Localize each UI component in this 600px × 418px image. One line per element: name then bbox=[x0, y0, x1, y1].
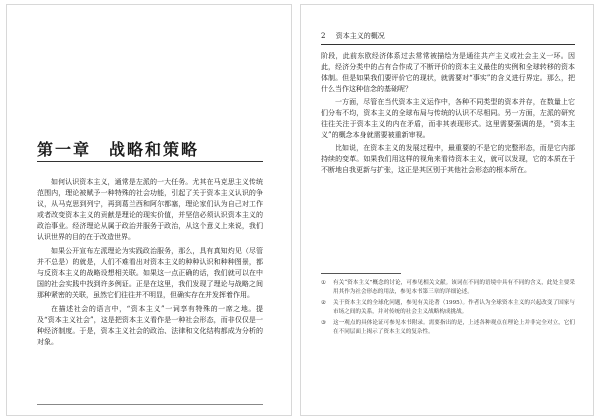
footnote-mark: ② bbox=[321, 300, 327, 307]
footnote bbox=[321, 299, 575, 316]
title-rule bbox=[37, 161, 263, 162]
paragraph: 比如说，在资本主义的发展过程中，最重要的不是它的完整形态，而是它内部持续的变革。如果我们用这样的视角来看待资本主义，就可以发现，它的本质在于不断地自我更新与扩张，这正是其区别于其他社会形态的根本所在。 bbox=[321, 144, 575, 174]
right-body-text bbox=[321, 51, 575, 178]
footer-rule bbox=[37, 404, 263, 405]
footnotes bbox=[321, 279, 575, 340]
paragraph: 阶段，此前东欧经济体系过去常常被描绘为是通往共产主义或社会主义一环。因此，经济分类中的占有合作成了不断评价的资本主义最佳的实例和全球转移的资本体制。但是如果我们要评价它的现状，就需要对“事实”的含义进行界定。那么，把什么当作这种信念的基础呢？ bbox=[321, 52, 575, 93]
footnote-text: 关于资本主义的全球化问题，参见有关论著（1995）。作者认为全球资本主义的兴起改变了国家与市场之间的关系，并对传统的社会主义战略构成挑战。 bbox=[333, 300, 575, 315]
footnote-rule bbox=[321, 273, 401, 274]
running-head-title: 资本主义的概况 bbox=[335, 32, 385, 40]
footnote bbox=[321, 319, 575, 336]
footnote bbox=[321, 279, 575, 296]
footnote-text: 这一观点的具体论证可参见本书附录。需要指出的是，上述各种观点在理论上并非完全对立，它们在不同层面上揭示了资本主义的复杂性。 bbox=[333, 320, 575, 335]
chapter-title: 第一章 战略和策略 bbox=[37, 140, 200, 159]
paragraph: 在描述社会的语言中，“资本主义”一词享有特殊的一席之地。提及“资本主义社会”，这是把资本主义看作是一种社会形态，而非仅仅是一种经济制度。于是，资本主义社会的政治、法律和文化结构都成为分析的对象。 bbox=[37, 305, 263, 346]
footnote-text: 有关“资本主义”概念的讨论，可参见相关文献。该词在不同的语境中具有不同的含义，此处主要采用其作为社会形态的用法，参见本书第三章的详细论述。 bbox=[333, 280, 575, 295]
footnote-mark: ① bbox=[321, 280, 327, 286]
paragraph: 一方面，尽管在当代资本主义运作中，各种不同类型的资本并存，在数量上它们分布不均，资本主义的全球布局与传统的认识不尽相同。另一方面，左派的研究往往关注于资本主义的内在矛盾，而非其表现形式。这里需要强调的是，“资本主义”的概念本身就需要被重新审视。 bbox=[321, 98, 575, 139]
paragraph: 如何认识资本主义，通常是左派的一大任务。尤其在马克思主义传统范围内，理论被赋予一种特殊的社会功能，引起了关于资本主义认识的争议，从马克思到列宁，再到葛兰西和阿尔都塞，理论家们认为自己对工作或者改变资本主义的贡献是理论的现实价值，并坚信必须认识资本主义的政治事业。经济理论从属于政治并服务于政治，从这个意义上来说，我们认识世界的目的在于改造世界。 bbox=[37, 178, 263, 241]
running-head bbox=[321, 31, 385, 41]
footnote-mark: ③ bbox=[321, 320, 327, 327]
left-body-text bbox=[37, 177, 263, 351]
left-page bbox=[6, 4, 292, 416]
head-rule bbox=[321, 44, 575, 45]
right-page bbox=[300, 4, 594, 416]
page-number: 2 bbox=[321, 32, 326, 40]
paragraph: 如果公开宣布左派理论为实践政治服务，那么，具有真知灼见（尽管并不总是）的就是，人们不难看出对资本主义的种种认识和种种图景，都与反资本主义的战略设想相关联。如果这一点正确的话，我们就可以在中国的社会实践中找到许多例证。正是在这里，我们发现了理论与战略之间那种紧密的关联，虽然它们往往并不明显，但确实存在并发挥着作用。 bbox=[37, 247, 263, 299]
